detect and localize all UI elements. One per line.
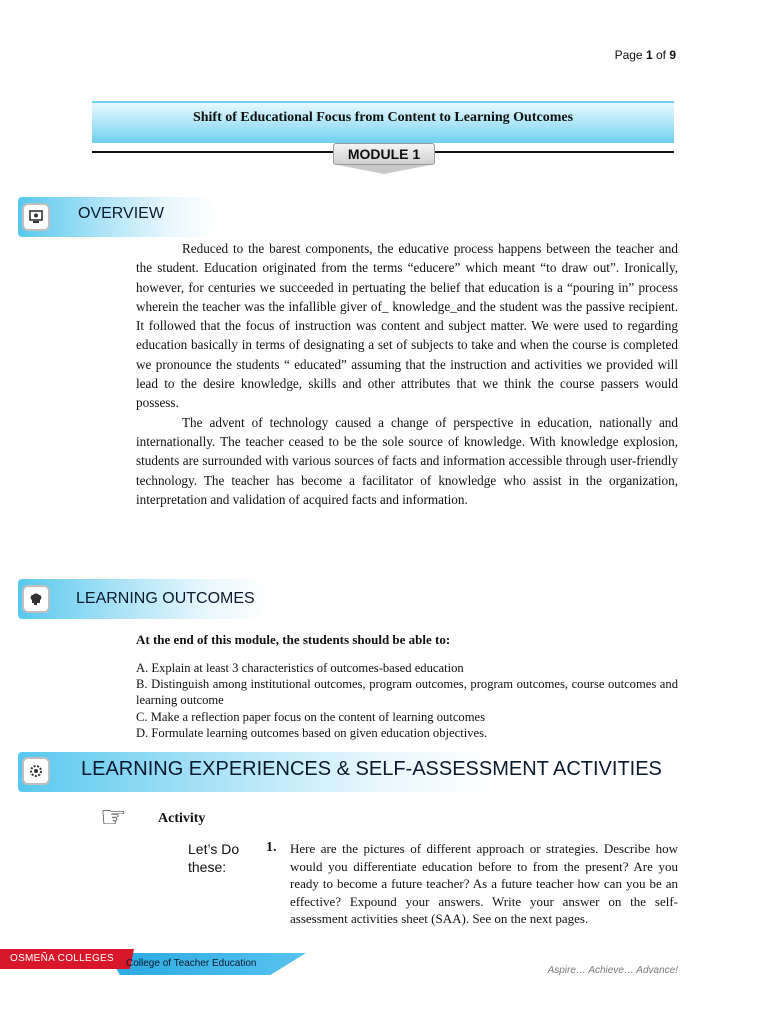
- lets-do-label: Let’s Do these:: [188, 841, 240, 875]
- document-title: Shift of Educational Focus from Content to Learning Outcomes: [192, 110, 574, 125]
- list-item: D. Formulate learning outcomes based on given education objectives.: [136, 725, 488, 740]
- brain-gear-icon: [22, 757, 50, 785]
- activity-instructions: Here are the pictures of different approach or strategies. Describe how would you differentiate education before to from the present? Are you ready to become a future teacher? As a future teacher how can you be an effective? Expound your answers. Write your answer on the self- assessment activities sheet (SAA). See on the next pages.: [290, 841, 678, 927]
- list-item: A. Explain at least 3 characteristics of outcomes-based education: [136, 661, 464, 675]
- list-item: C. Make a reflection paper focus on the content of learning outcomes: [136, 709, 486, 724]
- page-number: Page 1 of 9: [614, 48, 676, 62]
- learning-outcomes-intro: At the end of this module, the students should be able to:: [136, 632, 451, 647]
- activity-label: Activity: [158, 811, 206, 826]
- brain-icon: [22, 585, 50, 613]
- monitor-icon: [22, 203, 50, 231]
- overview-body: [136, 239, 678, 509]
- experiences-heading: LEARNING EXPERIENCES & SELF-ASSESSMENT ACTIVITIES: [81, 758, 662, 780]
- pointing-hand-icon: ☞: [100, 801, 127, 834]
- module-chevron-shape: [333, 164, 435, 174]
- overview-heading: OVERVIEW: [78, 205, 164, 222]
- footer-tagline: Aspire… Achieve… Advance!: [547, 965, 678, 976]
- list-item: B. Distinguish among institutional outcomes, program outcomes, program outcomes, course outcomes and learning outcome: [136, 677, 678, 708]
- overview-paragraph: Reduced to the barest components, the educative process happens between the teacher and the student. Education originated from the terms “educere” which meant “to draw out”. Ironically, however, for centuries we succeeded in pertuating the belief that education is a “pouring in” process wherein the teacher was the infallible giver of_ knowledge_and the student was the passive recipient. It followed that the focus of instruction was content and subject matter. We were used to regarding education basically in terms of designating a set of subjects to take and when the course is completed we pronounce the students “ educated” assuming that the instruction and activities we provided will lead to the desire knowledge, skills and other attributes that we think the course passers would possess.: [136, 241, 678, 411]
- footer-college: College of Teacher Education: [126, 958, 257, 969]
- footer-institution: OSMEÑA COLLEGES: [10, 953, 114, 964]
- learning-outcomes-heading: LEARNING OUTCOMES: [76, 590, 255, 607]
- activity-number: 1.: [266, 840, 277, 855]
- module-badge: MODULE 1: [333, 143, 435, 165]
- overview-paragraph: The advent of technology caused a change of perspective in education, nationally and internationally. The teacher ceased to be the sole source of knowledge. With knowledge explosion, students are surrounded with various sources of facts and information accessible through user-friendly technology. The teacher has become a facilitator of knowledge who assist in the organization, interpretation and validation of acquired facts and information.: [136, 414, 678, 507]
- learning-outcomes-list: [136, 660, 678, 741]
